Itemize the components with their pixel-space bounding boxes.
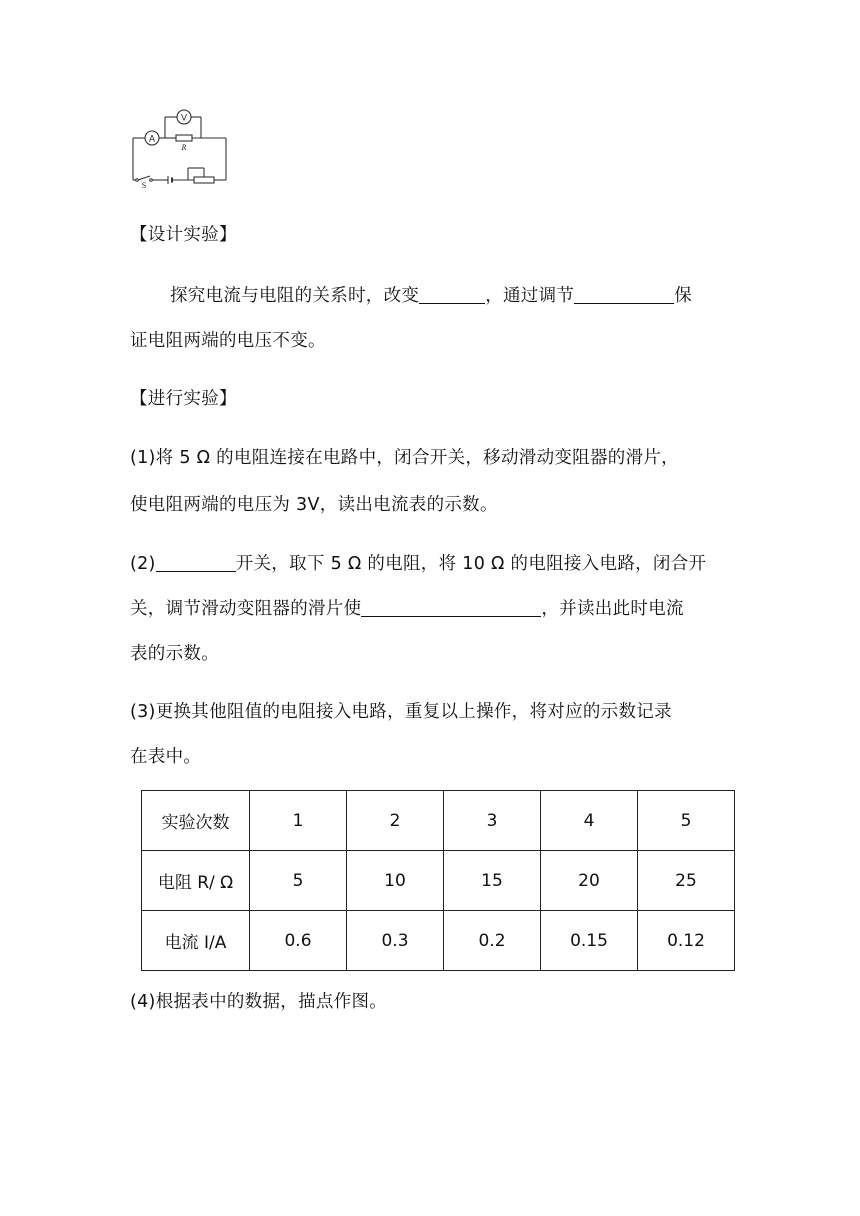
switch-contact bbox=[136, 179, 139, 182]
step3-line1: (3)更换其他阻值的电阻接入电路，重复以上操作，将对应的示数记录 bbox=[130, 702, 672, 722]
table-cell: 5 bbox=[250, 851, 347, 911]
voltmeter-label: V bbox=[180, 112, 188, 123]
step2-text-a: 关，调节滑动变阻器的滑片使 bbox=[130, 599, 362, 619]
step2-text: 开关，取下 5 Ω 的电阻，将 10 Ω 的电阻接入电路，闭合开 bbox=[235, 554, 707, 574]
design-heading: 【设计实验】 bbox=[130, 225, 237, 245]
table-cell: 15 bbox=[444, 851, 541, 911]
step4-line: (4)根据表中的数据，描点作图。 bbox=[130, 992, 388, 1012]
resistor-label: R bbox=[181, 143, 187, 152]
table-cell: 1 bbox=[250, 791, 347, 851]
ammeter-label: A bbox=[148, 133, 156, 144]
table-cell: 0.3 bbox=[347, 911, 444, 971]
design-text-c: 保 bbox=[674, 286, 693, 306]
table-cell: 4 bbox=[541, 791, 638, 851]
step2-line1 bbox=[130, 550, 706, 575]
table-row bbox=[142, 791, 735, 851]
table-cell: 0.15 bbox=[541, 911, 638, 971]
data-table bbox=[141, 790, 735, 971]
switch-label: S bbox=[141, 181, 147, 190]
step2-prefix: (2) bbox=[130, 554, 156, 574]
table-cell: 0.6 bbox=[250, 911, 347, 971]
procedure-heading: 【进行实验】 bbox=[130, 389, 237, 409]
answer-blank-3[interactable] bbox=[156, 553, 236, 572]
step1-line1: (1)将 5 Ω 的电阻连接在电路中，闭合开关，移动滑动变阻器的滑片， bbox=[130, 448, 679, 468]
table-cell: 25 bbox=[638, 851, 735, 911]
answer-blank-1[interactable] bbox=[419, 285, 485, 304]
design-text-a: 探究电流与电阻的关系时，改变 bbox=[170, 286, 420, 306]
table-cell: 10 bbox=[347, 851, 444, 911]
table-row bbox=[142, 911, 735, 971]
step2-text-b: ，并读出此时电流 bbox=[541, 599, 684, 619]
design-paragraph-line2: 证电阻两端的电压不变。 bbox=[130, 331, 326, 351]
step1-line2: 使电阻两端的电压为 3V，读出电流表的示数。 bbox=[130, 495, 498, 515]
table-cell: 电阻 R/ Ω bbox=[142, 851, 250, 911]
table-cell: 0.12 bbox=[638, 911, 735, 971]
table-cell: 3 bbox=[444, 791, 541, 851]
step3-line2: 在表中。 bbox=[130, 747, 202, 767]
table-cell: 电流 I/A bbox=[142, 911, 250, 971]
step2-line2 bbox=[130, 595, 684, 620]
switch-contact bbox=[150, 179, 153, 182]
circuit-diagram bbox=[128, 104, 232, 190]
table-row bbox=[142, 851, 735, 911]
table-cell: 2 bbox=[347, 791, 444, 851]
answer-blank-2[interactable] bbox=[574, 285, 674, 304]
table-cell: 5 bbox=[638, 791, 735, 851]
design-paragraph-line1 bbox=[170, 282, 692, 307]
design-text-b: ，通过调节 bbox=[485, 286, 575, 306]
step2-line3: 表的示数。 bbox=[130, 644, 219, 664]
table-cell: 20 bbox=[541, 851, 638, 911]
table-cell: 实验次数 bbox=[142, 791, 250, 851]
table-cell: 0.2 bbox=[444, 911, 541, 971]
answer-blank-4[interactable] bbox=[361, 598, 541, 617]
